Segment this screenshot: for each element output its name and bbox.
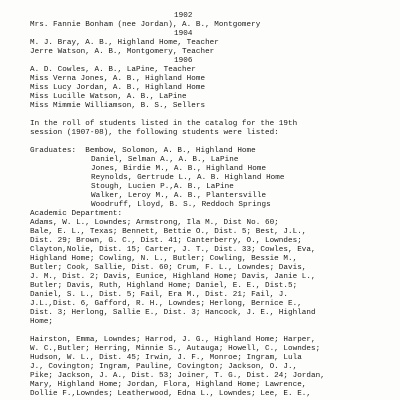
student-list-line: Hairston, Emma, Lowndes; Harrod, J. G., Highland Home; Harper, [30,336,316,344]
student-list-line: Adams, W. L., Lowndes; Armstrong, Ila M., Dist No. 60; [30,219,279,227]
year-heading-1902: 1902 [174,12,193,20]
graduate-entry: Stough, Lucien P.,A. B., LaPine [91,183,234,191]
student-list-line: Daniel, S. L., Dist. 5; Fail, Era M., Dist. 21; Fail, J. [30,291,288,299]
student-list-line: Dist. 29; Brown, G. C., Dist. 41; Canterberry, O., Lowndes; [30,237,302,245]
student-list-line: Butler; Cook, Sallie, Dist. 60; Crum, F. L., Lowndes; Davis, [30,264,307,272]
graduate-entry: Jones, Birdie M., A. B., Highland Home [91,165,267,173]
alumni-entry: Miss Lucille Watson, A. B., LaPine [30,93,187,101]
graduate-entry: Reynolds, Gertrude L., A. B. Highland Home [91,174,285,182]
alumni-entry: Miss Mimmie Williamson, B. S., Sellers [30,102,206,110]
student-list-line: Mary, Highland Home; Jordan, Flora, Highland Home; Lawrence, [30,381,307,389]
graduates-heading: Graduates: Bembow, Solomon, A. B., Highland Home [30,147,256,155]
student-list-line: W. C.,Butler; Herring, Minnie S., Autauga; Howell, C., Lowndes; [30,345,321,353]
academic-department-heading: Academic Department: [30,210,123,218]
student-list-line: J. M., Dist. 2; Davis, Eunice, Highland Home; Davis, Janie L., [30,273,316,281]
intro-paragraph-line: In the roll of students listed in the catalog for the 19th [30,120,298,128]
year-heading-1906: 1906 [174,57,193,65]
graduate-entry: Walker, Leroy M., A. B., Plantersville [91,192,267,200]
student-list-line: Clayton,Nolie, Dist. 15; Carter, J. T., Dist. 33; Cowles, Eva, [30,246,316,254]
student-list-line: Highland Home; Cowling, N. L., Butler; Cowling, Bessie M., [30,255,298,263]
alumni-entry: Jerre Watson, A. B., Montgomery, Teacher [30,48,215,56]
year-heading-1904: 1904 [174,30,193,38]
student-list-line: Bale, E. L., Texas; Bennett, Bettie O., Dist. 5; Best, J.L., [30,228,307,236]
student-list-line: Home; [30,318,54,326]
alumni-entry: Miss Verna Jones, A. B., Highland Home [30,75,206,83]
graduate-entry: Woodruff, Lloyd, B. S., Reddoch Springs [91,201,271,209]
student-list-line: J., Covington; Ingram, Pauline, Covington; Jackson, O. J., [30,363,298,371]
alumni-entry: Miss Lucy Jordan, A. B., Highland Home [30,84,206,92]
student-list-line: Pike; Jackson, J. A., Dist. 53; Joiner, T. G., Dist. 24; Jordan, [30,372,325,380]
student-list-line: Dollie F.,Lowndes; Leatherwood, Edna L., Lowndes; Lee, E. E., [30,390,312,398]
intro-paragraph-line: session (1907-08), the following students were listed: [30,129,279,137]
alumni-entry: A. D. Cowles, A. B., LaPine, Teacher [30,66,196,74]
student-list-line: Butler; Davis, Ruth, Highland Home; Daniel, E. E., Dist.5; [30,282,298,290]
student-list-line: Hudson, W. L., Dist. 45; Irwin, J. F., Monroe; Ingram, Lula [30,354,302,362]
alumni-entry: Mrs. Fannie Bonham (nee Jordan), A. B., Montgomery [30,21,261,29]
graduate-entry: Daniel, Selman A., A. B., LaPine [91,156,239,164]
student-list-line: J.L.,Dist. 6, Gafford, R. H., Lowndes; Herlong, Bernice E., [30,300,302,308]
alumni-entry: M. J. Bray, A. B., Highland Home, Teacher [30,39,219,47]
student-list-line: Dist. 3; Herlong, Sallie E., Dist. 3; Hancock, J. E., Highland [30,309,316,317]
